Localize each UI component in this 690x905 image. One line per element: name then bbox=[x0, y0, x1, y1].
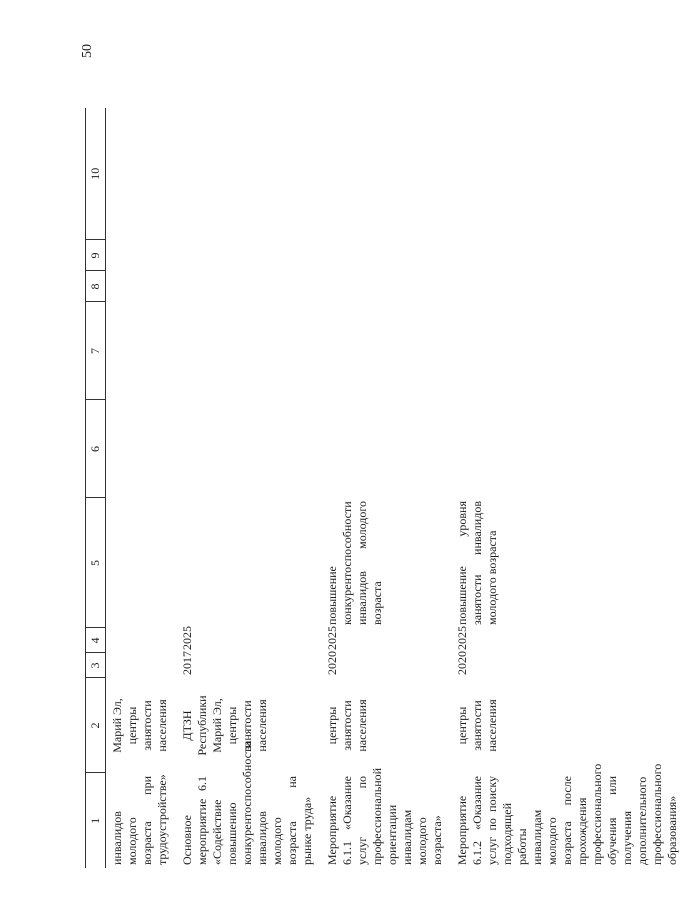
cell-result: повышение уровня занятости инвалидов молодого возраста bbox=[455, 501, 499, 625]
cell-col-10 bbox=[325, 108, 455, 240]
cell-start-year: 2020 bbox=[325, 651, 339, 675]
header-col-1: 1 bbox=[86, 773, 106, 868]
cell-col-8 bbox=[325, 271, 455, 302]
cell-start-year: 2017 bbox=[180, 651, 194, 675]
cell-col-9 bbox=[455, 240, 690, 271]
cell-executor: Марий Эл, центры занятости населения bbox=[110, 698, 169, 753]
cell-start-year bbox=[106, 653, 181, 678]
cell-col-7 bbox=[455, 302, 690, 400]
program-table bbox=[85, 108, 690, 868]
header-col-2: 2 bbox=[86, 678, 106, 773]
table-row bbox=[106, 108, 181, 868]
table-row bbox=[325, 108, 455, 868]
header-col-8: 8 bbox=[86, 271, 106, 302]
header-col-9: 9 bbox=[86, 240, 106, 271]
cell-col-6 bbox=[325, 400, 455, 498]
cell-end-year bbox=[106, 628, 181, 653]
cell-executor: центры занятости населения bbox=[455, 699, 499, 752]
cell-end-year: 2025 bbox=[455, 626, 469, 650]
cell-col-6 bbox=[180, 400, 325, 498]
cell-result bbox=[180, 498, 325, 628]
cell-result: повышение конкурентоспособности инвалидов молодого возраста bbox=[325, 501, 384, 625]
cell-start-year: 2020 bbox=[455, 651, 469, 675]
cell-col-8 bbox=[106, 271, 181, 302]
header-col-6: 6 bbox=[86, 400, 106, 498]
cell-col-7 bbox=[180, 302, 325, 400]
cell-result bbox=[106, 498, 181, 628]
cell-col-8 bbox=[455, 271, 690, 302]
page-number: 50 bbox=[80, 44, 95, 58]
table-row bbox=[455, 108, 690, 868]
header-col-5: 5 bbox=[86, 498, 106, 628]
cell-name: Мероприятие 6.1.2 «Оказание услуг по поиску подходящей работы инвалидам молодого возраста после прохождения профессионального обучения или получения дополнительного профессионального образования» bbox=[455, 763, 679, 865]
cell-executor: ДТЗН Республики Марий Эл, центры занятости населения bbox=[180, 695, 269, 756]
cell-col-10 bbox=[455, 108, 690, 240]
table-header bbox=[86, 108, 106, 868]
cell-name: Основное мероприятие 6.1 «Содействие повышению конкурентоспособности инвалидов молодого возраста на рынке труда» bbox=[180, 741, 314, 865]
table-body bbox=[106, 108, 690, 868]
table-row bbox=[180, 108, 325, 868]
cell-col-6 bbox=[106, 400, 181, 498]
cell-col-7 bbox=[325, 302, 455, 400]
header-col-7: 7 bbox=[86, 302, 106, 400]
cell-col-7 bbox=[106, 302, 181, 400]
cell-name: Мероприятие 6.1.1 «Оказание услуг по профессиональной ориентации инвалидам молодого возраста» bbox=[325, 767, 444, 865]
cell-executor: центры занятости населения bbox=[325, 699, 369, 752]
cell-col-9 bbox=[106, 240, 181, 271]
header-col-10: 10 bbox=[86, 108, 106, 240]
cell-end-year: 2025 bbox=[180, 626, 194, 650]
cell-col-6 bbox=[455, 400, 690, 498]
cell-col-9 bbox=[180, 240, 325, 271]
header-col-3: 3 bbox=[86, 653, 106, 678]
cell-end-year: 2025 bbox=[325, 626, 339, 650]
header-col-4: 4 bbox=[86, 628, 106, 653]
cell-col-8 bbox=[180, 271, 325, 302]
cell-col-10 bbox=[180, 108, 325, 240]
cell-col-10 bbox=[106, 108, 181, 240]
cell-name: инвалидов молодого возраста при трудоустройстве» bbox=[110, 774, 169, 865]
cell-col-9 bbox=[325, 240, 455, 271]
rotated-table-container bbox=[85, 108, 679, 868]
